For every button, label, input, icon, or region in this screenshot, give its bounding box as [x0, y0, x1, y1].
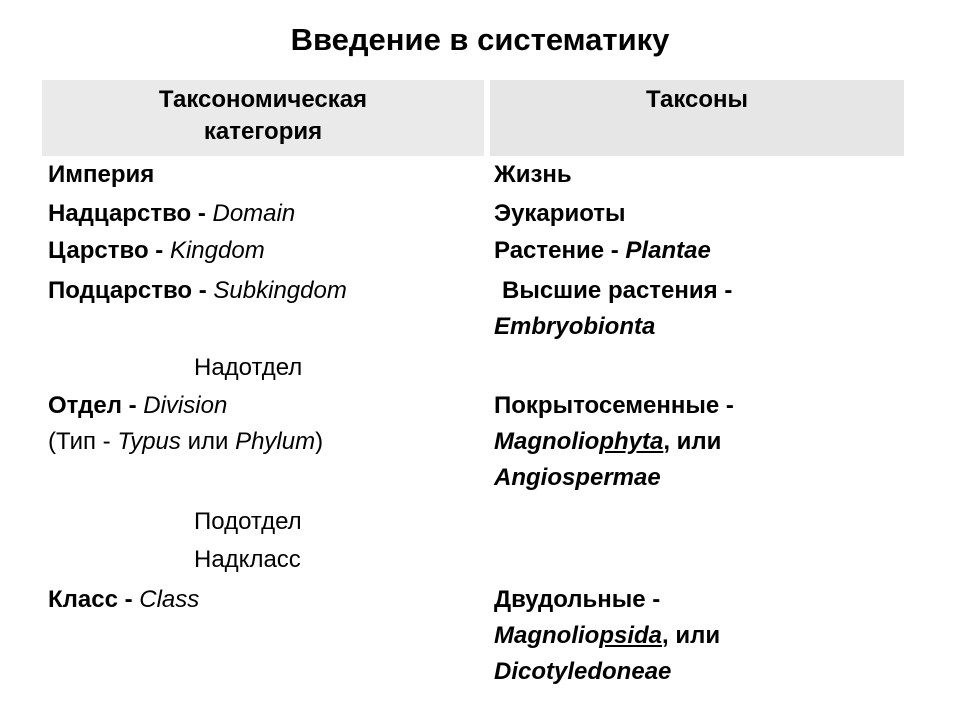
type-close: ): [315, 428, 324, 455]
row-superclass: Надкласс: [194, 546, 301, 573]
row-class: [48, 582, 199, 618]
taxon-dicots: Двудольные -: [494, 586, 661, 613]
taxon-angiosperms: Покрытосеменные -: [494, 392, 734, 419]
plant-latin: Plantae: [625, 237, 711, 264]
taxon-magnoliophyta: [494, 424, 721, 460]
taxon-eukaryotes: Эукариоты: [494, 200, 626, 227]
typus-latin: Typus: [117, 428, 181, 455]
sep: -: [604, 237, 626, 264]
sep: -: [148, 237, 170, 264]
row-superdivision: Надотдел: [194, 354, 303, 381]
magnoliopsida-b: psida: [599, 622, 663, 649]
header-category: [42, 80, 484, 156]
row-superkingdom: [48, 196, 295, 232]
header-taxa-label: Таксоны: [645, 86, 749, 113]
sep: -: [117, 586, 140, 613]
taxon-dicotyledoneae: Dicotyledoneae: [494, 658, 672, 685]
magnoliopsida-a: Magnolio: [494, 622, 600, 649]
division-latin: Division: [143, 392, 228, 419]
row-type: [48, 424, 323, 460]
sep: -: [121, 392, 144, 419]
header-category-line2: категория: [203, 118, 323, 145]
class-label: Класс: [48, 586, 118, 613]
type-or: или: [180, 428, 236, 455]
row-empire: Империя: [48, 161, 155, 188]
superkingdom-latin: Domain: [212, 200, 296, 227]
sep: -: [192, 277, 214, 304]
page-title: Введение в систематику: [290, 22, 670, 57]
superkingdom-label: Надцарство: [48, 200, 192, 227]
taxon-life: Жизнь: [494, 161, 572, 188]
taxon-higher-plants: Высшие растения -: [502, 277, 733, 304]
header-taxa: [490, 80, 904, 156]
magnoliophyta-b: phyta: [599, 428, 664, 455]
header-category-line1: Таксономическая: [158, 86, 368, 113]
plant-label: Растение: [494, 237, 605, 264]
kingdom-label: Царство: [48, 237, 149, 264]
subkingdom-label: Подцарство: [48, 277, 193, 304]
or-suffix: , или: [662, 622, 721, 649]
type-open: (Тип -: [48, 428, 118, 455]
row-kingdom: [48, 233, 265, 269]
phylum-latin: Phylum: [235, 428, 316, 455]
sep: -: [191, 200, 213, 227]
or-suffix: , или: [663, 428, 722, 455]
row-subdivision: Подотдел: [194, 508, 302, 535]
class-latin: Class: [139, 586, 200, 613]
magnoliophyta-a: Magnolio: [494, 428, 600, 455]
taxon-magnoliopsida: [494, 618, 720, 654]
subkingdom-latin: Subkingdom: [213, 277, 347, 304]
taxon-plant: [494, 233, 711, 269]
kingdom-latin: Kingdom: [169, 237, 265, 264]
division-label: Отдел: [48, 392, 122, 419]
taxon-angiospermae: Angiospermae: [494, 464, 661, 491]
row-subkingdom: [48, 273, 347, 309]
taxon-higher-plants-latin: Embryobionta: [494, 313, 656, 340]
row-division: [48, 388, 227, 424]
